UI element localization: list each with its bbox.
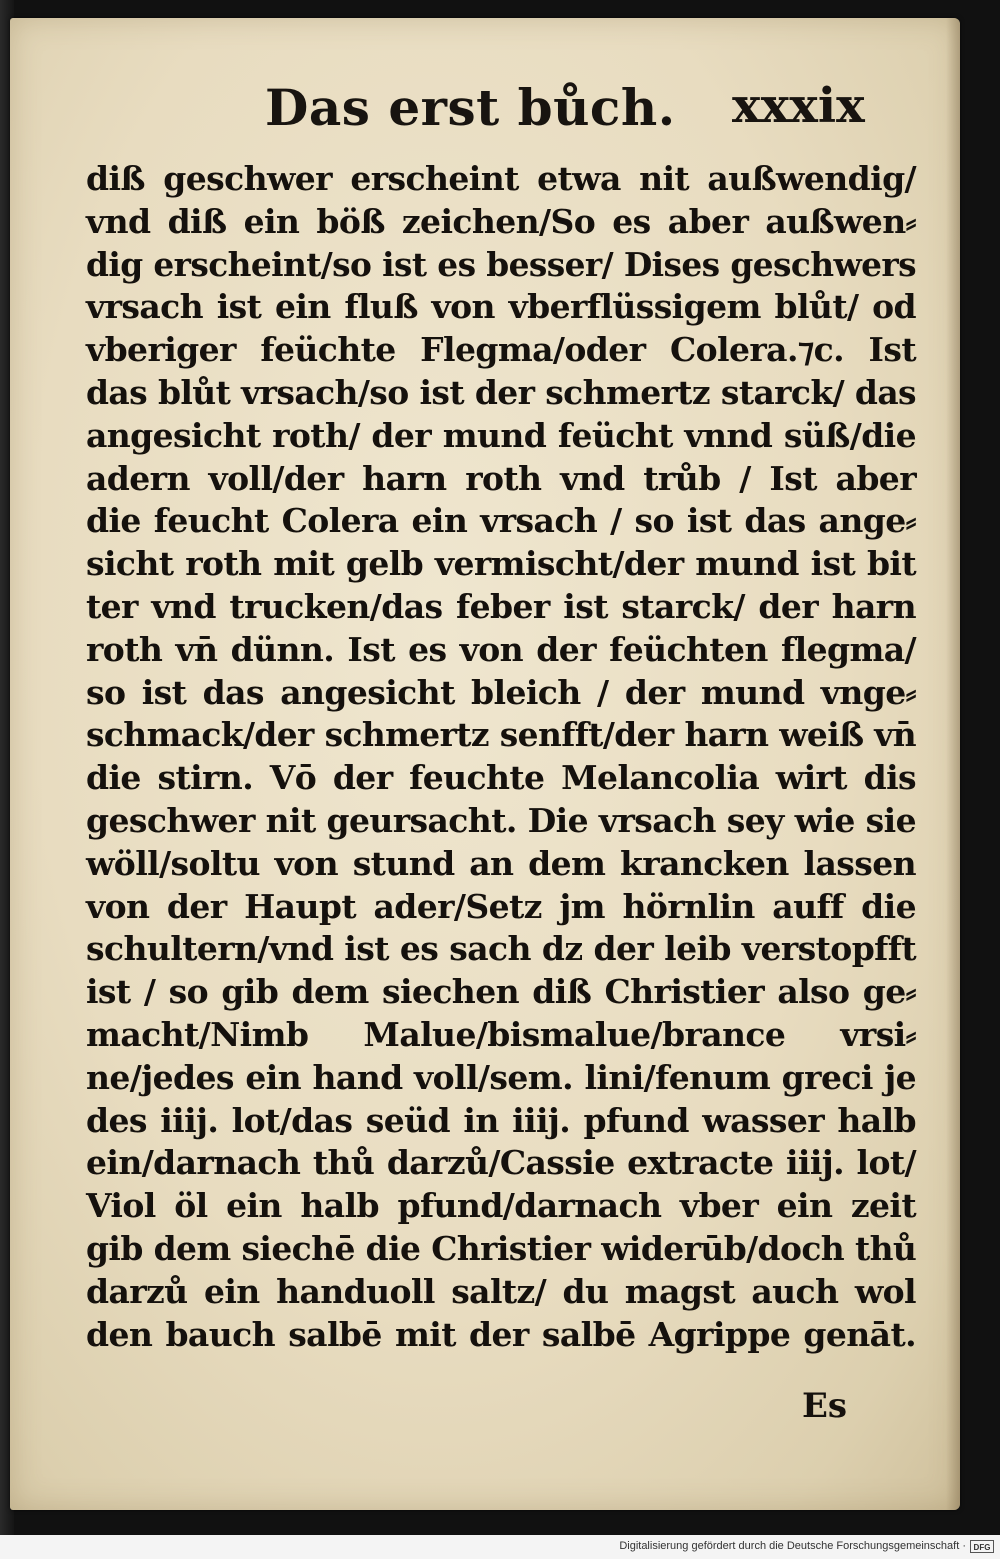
running-header <box>10 70 960 150</box>
text-line: vrsach ist ein fluß von vberflüssigem blůt/ od <box>86 287 916 327</box>
text-line: schultern/vnd ist es sach dz der leib verstopfft <box>86 929 916 969</box>
text-line: vnd diß ein böß zeichen/So es aber außwen⸗ <box>86 201 916 241</box>
text-line: von der Haupt ader/Setz jm hörnlin auff die <box>86 886 916 926</box>
text-line: roth vn̄ dünn. Ist es von der feüchten flegma/ <box>86 629 916 669</box>
funding-credit: Digitalisierung gefördert durch die Deutsche Forschungsgemeinschaft · <box>619 1540 966 1552</box>
digitization-footer <box>0 1535 1000 1559</box>
text-line: ter vnd trucken/das feber ist starck/ der harn <box>86 586 916 626</box>
text-line: darzů ein handuoll saltz/ du magst auch wol <box>86 1271 916 1311</box>
text-line: dig erscheint/so ist es besser/ Dises geschwers <box>86 244 916 284</box>
text-line: vberiger feüchte Flegma/oder Colera.⁊c. Ist <box>86 330 916 370</box>
text-line: gib dem siechē die Christier widerūb/doch thů <box>86 1228 917 1268</box>
text-line: schmack/der schmertz senfft/der harn weiß vn̄ <box>86 715 917 755</box>
text-line: die feucht Colera ein vrsach / so ist das ange⸗ <box>86 501 916 541</box>
running-title: Das erst bůch. <box>265 78 676 137</box>
text-line: die stirn. Vō der feuchte Melancolia wirt dis <box>86 758 916 798</box>
page-edge-shadow <box>946 18 960 1510</box>
text-line: ne/jedes ein hand voll/sem. lini/fenum greci je <box>86 1057 916 1097</box>
catchword: Es <box>802 1386 848 1426</box>
text-line: so ist das angesicht bleich / der mund vnge⸗ <box>86 672 916 712</box>
text-line: ein/darnach thů darzů/Cassie extracte iiij. lot/ <box>86 1143 916 1183</box>
text-line: geschwer nit geursacht. Die vrsach sey wie sie <box>86 800 916 840</box>
text-line: Viol öl ein halb pfund/darnach vber ein zeit <box>86 1186 916 1226</box>
body-text <box>86 158 916 1356</box>
text-line: ist / so gib dem siechen diß Christier also ge⸗ <box>86 972 916 1012</box>
text-line: angesicht roth/ der mund feücht vnnd süß/die <box>86 415 916 455</box>
text-line: des iiij. lot/das seüd in iiij. pfund wasser halb <box>86 1100 916 1140</box>
folio-number: xxxix <box>732 78 865 134</box>
dfg-logo-icon: DFG <box>970 1540 994 1553</box>
text-line: macht/Nimb Malue/bismalue/brance vrsi⸗ <box>86 1014 916 1054</box>
text-line: diß geschwer erscheint etwa nit außwendig/ <box>86 159 916 198</box>
text-line: sicht roth mit gelb vermischt/der mund ist bit <box>86 544 916 584</box>
book-page <box>10 18 960 1510</box>
text-line: wöll/soltu von stund an dem krancken lassen <box>86 843 916 883</box>
text-line: adern voll/der harn roth vnd trůb / Ist aber <box>86 458 916 498</box>
text-line: das blůt vrsach/so ist der schmertz starck/ das <box>86 372 917 412</box>
text-line: den bauch salbē mit der salbē Agrippe genāt. <box>86 1314 916 1354</box>
